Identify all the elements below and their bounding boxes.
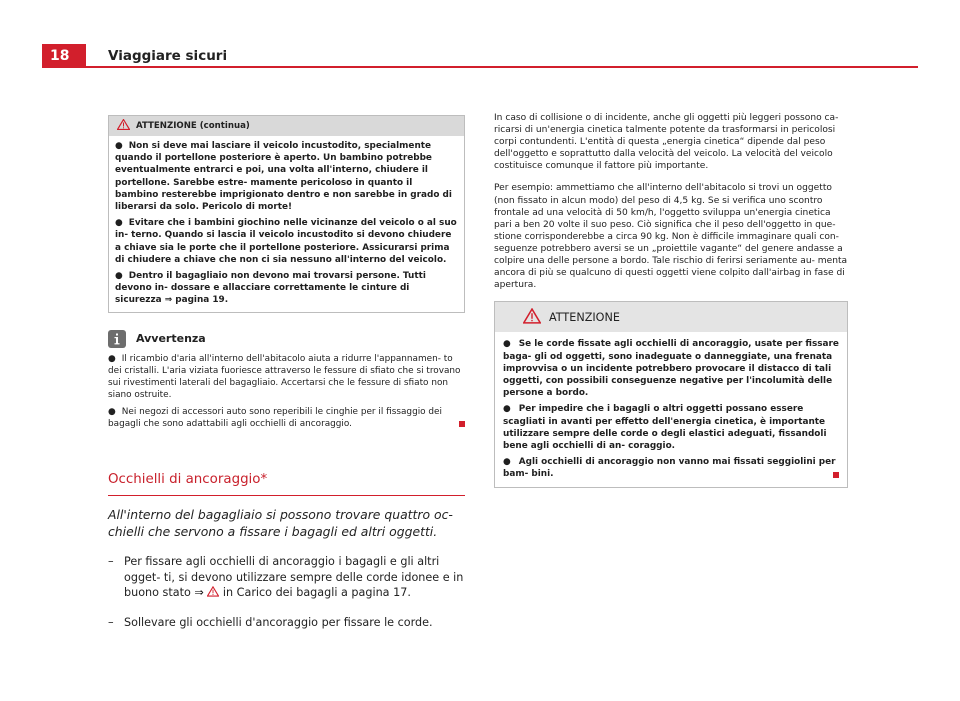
warning-header (495, 302, 847, 332)
warning-item: ● Agli occhielli di ancoraggio non vanno mai fissati seggiolini per bam- bini. (503, 456, 839, 480)
warning-item: ● Evitare che i bambini giochino nelle vicinanze del veicolo o al suo in- terno. Quando si lascia il veicolo incustodito si devono chiudere a chiave sia le porte che il portellone posteriore. Assicurarsi prima di chiudere a chiave che non ci sia nessuno all'interno del veicolo. (115, 218, 457, 265)
end-marker-icon (459, 421, 465, 427)
bullet-icon: ● (108, 407, 116, 418)
warning-continued-box (108, 115, 465, 313)
dash-marker: – (108, 555, 114, 569)
bullet-icon: ● (115, 218, 123, 229)
page-number: 18 (42, 44, 86, 68)
left-column (108, 115, 465, 631)
warning-triangle-icon (117, 119, 130, 133)
step-item: – Per fissare agli occhielli di ancoraggio i bagagli e gli altri ogget- ti, si devono utilizzare sempre delle corde idonee e in buono stato ⇒ in Carico dei bagagli a pagina 17. (108, 555, 464, 600)
chapter-title: Viaggiare sicuri (108, 48, 228, 64)
warning-item: ● Se le corde fissate agli occhielli di ancoraggio, usate per fissare baga- gli od oggetti, sono inadeguate o danneggiate, una frenata improvvisa o un incidente potrebbero provocare il distacco di tali oggetti, con possibili conseguenze negative per l'incolumità delle persone a bordo. (503, 339, 839, 399)
warning-title: ATTENZIONE (549, 310, 620, 324)
note-title: Avvertenza (136, 332, 206, 346)
step-item: – Sollevare gli occhielli d'ancoraggio per fissare le corde. (108, 615, 433, 629)
note-block (108, 329, 465, 431)
warning-item: ● Per impedire che i bagagli o altri oggetti possano essere scagliati in avanti per effetto dell'energia cinetica, è importante utilizzare sempre delle corde o degli elastici adeguati, fissandoli bene agli occhielli di an- coraggio. (503, 404, 827, 451)
warning-item: ● Non si deve mai lasciare il veicolo incustodito, specialmente quando il portellone posteriore è aperto. Un bambino potrebbe eventualmente entrarci e poi, una volta all'interno, chiudere il portellone. Sarebbe estre- mamente pericoloso in quanto il bambino resterebbe imprigionato dentro e non sarebbe in grado di liberarsi da solo. Pericolo di morte! (115, 141, 452, 213)
warning-item: ● Dentro il bagagliaio non devono mai trovarsi persone. Tutti devono in- dossare e allacciare correttamente le cinture di sicurezza ⇒ pagina 19. (115, 271, 426, 306)
section-intro: All'interno del bagagliaio si possono trovare quattro oc- chielli che servono a fissare i bagagli ed altri oggetti. (108, 507, 453, 540)
note-item: ● Nei negozi di accessori auto sono reperibili le cinghie per il fissaggio dei bagagli che sono adattabili agli occhielli di ancoraggio. (108, 406, 465, 430)
header-rule (86, 66, 918, 68)
page-header (0, 0, 960, 70)
paragraph: Per esempio: ammettiamo che all'interno dell'abitacolo si trovi un oggetto (non fissato in alcun modo) del peso di 4,5 kg. Se si verifica uno scontro frontale ad una velocità di 50 km/h, l'oggetto sviluppa un'energia cinetica pari a ben 20 volte il suo peso. Ciò significa che il peso dell'oggetto in que- stione corrisponderebbe a circa 90 kg. Non è difficile immaginare quali con- seguenze potrebbero aversi se un „proiettile vagante“ del genere andasse a colpire una delle persone a bordo. Tale rischio di ferirsi seriamente au- menta ancora di più se qualcuno di questi oggetti viene colpito dall'airbag in fase di apertura. (494, 183, 848, 291)
bullet-icon: ● (503, 457, 511, 468)
dash-marker: – (108, 615, 114, 629)
bullet-icon: ● (115, 271, 123, 282)
info-icon (108, 330, 126, 348)
warning-continued-title: ATTENZIONE (continua) (136, 121, 250, 131)
bullet-icon: ● (115, 141, 123, 151)
bullet-icon: ● (108, 353, 116, 364)
paragraph: In caso di collisione o di incidente, anche gli oggetti più leggeri possono ca- ricarsi di un'energia cinetica talmente potente da trasformarsi in pericolosi corpi contundenti. L'entità di questa „energia cinetica“ dipende dal peso dell'oggetto e soprattutto dalla velocità del veicolo. La velocità del veicolo costituisce comunque il fattore più importante. (494, 113, 839, 172)
warning-box (494, 301, 848, 487)
warning-triangle-icon (523, 308, 541, 327)
right-column (494, 112, 850, 488)
warning-continued-header (109, 116, 464, 136)
bullet-icon: ● (503, 404, 511, 415)
bullet-icon: ● (503, 339, 511, 350)
end-marker-icon (833, 472, 839, 478)
warning-triangle-icon (207, 586, 219, 599)
section-title: Occhielli di ancoraggio* (108, 472, 465, 496)
note-item: ● Il ricambio d'aria all'interno dell'abitacolo aiuta a ridurre l'appannamen- to dei cristalli. L'aria viziata fuoriesce attraverso le fessure di sfiato che si trovano sui rivestimenti laterali del bagagliaio. Accertarsi che le fessure di sfiato non siano ostruite. (108, 353, 461, 400)
